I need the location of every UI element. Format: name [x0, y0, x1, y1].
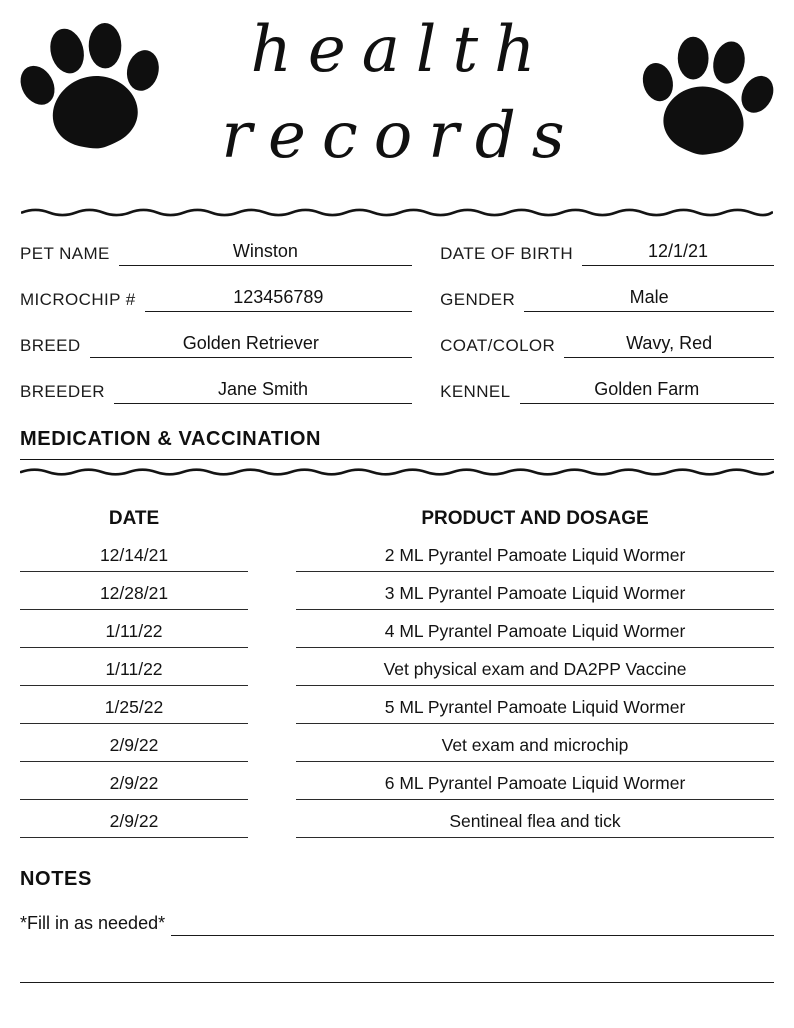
column-gap	[248, 659, 296, 686]
wavy-divider	[20, 466, 774, 478]
notes-heading: NOTES	[20, 868, 92, 890]
date-cell: 1/25/22	[20, 697, 248, 724]
table-row	[20, 545, 774, 572]
form-row	[20, 241, 774, 266]
coat-color-field	[440, 333, 774, 358]
breed-field	[20, 333, 412, 358]
microchip-label: MICROCHIP #	[20, 290, 136, 309]
table-row	[20, 773, 774, 800]
date-cell: 2/9/22	[20, 773, 248, 800]
coat-color-value: Wavy, Red	[564, 333, 774, 358]
date-cell: 2/9/22	[20, 735, 248, 762]
coat-color-label: COAT/COLOR	[440, 336, 556, 355]
table-row	[20, 583, 774, 610]
date-cell: 1/11/22	[20, 659, 248, 686]
gender-value: Male	[524, 287, 774, 312]
table-row	[20, 621, 774, 648]
breeder-field	[20, 379, 412, 404]
date-of-birth-field	[440, 241, 774, 266]
product-cell: Sentineal flea and tick	[296, 811, 774, 838]
date-of-birth-value: 12/1/21	[582, 241, 774, 266]
date-cell: 12/28/21	[20, 583, 248, 610]
product-cell: 4 ML Pyrantel Pamoate Liquid Wormer	[296, 621, 774, 648]
form-row	[20, 379, 774, 404]
column-gap	[248, 773, 296, 800]
column-gap	[248, 621, 296, 648]
page-title-line1: health	[250, 13, 552, 87]
date-cell: 1/11/22	[20, 621, 248, 648]
product-cell: 3 ML Pyrantel Pamoate Liquid Wormer	[296, 583, 774, 610]
column-gap	[248, 697, 296, 724]
column-gap	[248, 583, 296, 610]
breeder-value: Jane Smith	[114, 379, 412, 404]
product-cell: 6 ML Pyrantel Pamoate Liquid Wormer	[296, 773, 774, 800]
form-row	[20, 333, 774, 358]
breeder-label: BREEDER	[20, 382, 105, 401]
pet-name-label: PET NAME	[20, 244, 110, 263]
table-row	[20, 735, 774, 762]
pet-name-value: Winston	[119, 241, 412, 266]
microchip-field	[20, 287, 412, 312]
kennel-label: KENNEL	[440, 382, 511, 401]
date-cell: 2/9/22	[20, 811, 248, 838]
form-row	[20, 287, 774, 312]
column-gap	[248, 545, 296, 572]
table-row	[20, 697, 774, 724]
gender-field	[440, 287, 774, 312]
date-column-header: DATE	[108, 508, 160, 529]
date-of-birth-label: DATE OF BIRTH	[440, 244, 574, 263]
product-cell: Vet exam and microchip	[296, 735, 774, 762]
column-gap	[248, 735, 296, 762]
date-cell: 12/14/21	[20, 545, 248, 572]
product-column-header: PRODUCT AND DOSAGE	[421, 508, 649, 529]
notes-line	[171, 934, 774, 936]
table-row	[20, 659, 774, 686]
page-title-line2: records	[221, 99, 581, 173]
header	[20, 8, 774, 204]
medication-section-heading: MEDICATION & VACCINATION	[20, 428, 322, 450]
breed-value: Golden Retriever	[90, 333, 413, 358]
table-header-row	[20, 508, 774, 530]
table-row	[20, 811, 774, 838]
medication-table	[20, 508, 774, 838]
kennel-value: Golden Farm	[520, 379, 774, 404]
notes-fill-row	[20, 913, 774, 936]
section-rule	[20, 459, 774, 460]
notes-hint: *Fill in as needed*	[20, 913, 166, 933]
wavy-divider	[21, 206, 773, 219]
paw-print-icon	[633, 20, 782, 166]
page-title	[162, 8, 640, 173]
product-cell: Vet physical exam and DA2PP Vaccine	[296, 659, 774, 686]
paw-print-icon	[11, 5, 171, 162]
kennel-field	[440, 379, 774, 404]
gender-label: GENDER	[440, 290, 516, 309]
column-gap	[248, 811, 296, 838]
product-cell: 2 ML Pyrantel Pamoate Liquid Wormer	[296, 545, 774, 572]
pet-info-form	[20, 241, 774, 404]
notes-line	[20, 982, 774, 983]
pet-name-field	[20, 241, 412, 266]
breed-label: BREED	[20, 336, 81, 355]
product-cell: 5 ML Pyrantel Pamoate Liquid Wormer	[296, 697, 774, 724]
column-gap	[248, 508, 296, 530]
microchip-value: 123456789	[145, 287, 413, 312]
